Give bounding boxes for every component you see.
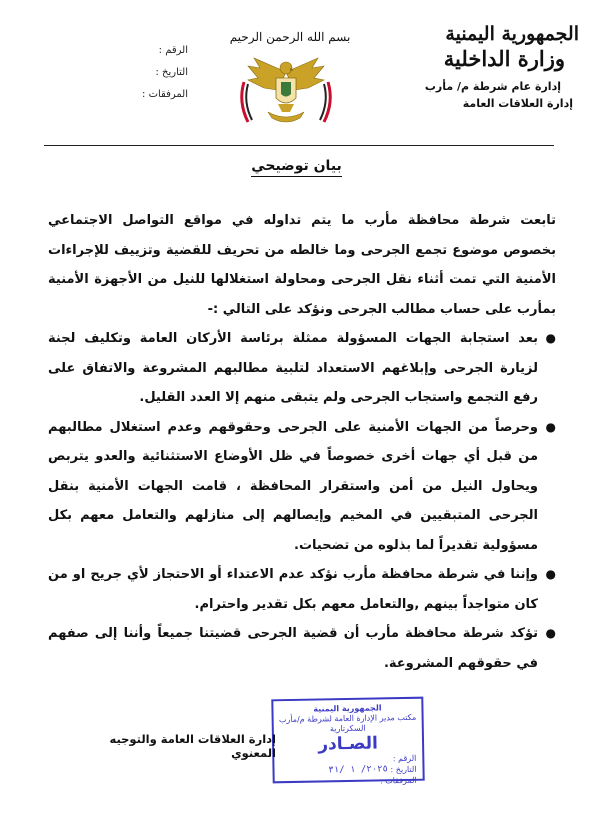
stamp-date-value: ٢٠٢٥/ ١ /٣١ — [328, 764, 389, 776]
list-item — [48, 619, 556, 678]
stamp-republic: الجمهورية اليمنية — [313, 703, 382, 714]
statement-list — [48, 324, 556, 678]
stamp-office: مكتب مدير الإدارة العامة لشرطة م/مأرب — [278, 712, 417, 725]
basmala: بسم الله الرحمن الرحيم — [229, 30, 351, 44]
list-item — [48, 324, 556, 413]
list-item-text: تؤكد شرطة محافظة مأرب أن قضية الجرحى قضيتنا جميعاً وأننا إلى صفهم في حقوقهم المشروعة. — [48, 626, 538, 671]
bullet-icon: ● — [545, 419, 556, 434]
date-label: التاريخ : — [155, 67, 188, 78]
list-item-text: وحرصاً من الجهات الأمنية على الجرحى وحقوقهم وعدم استغلال مطالبهم من قبل أي جهات أخرى خصوصاً في ظل الأوضاع الاستثنائية والعدو يتربص ويحاول النيل من أمن واستقرار المحافظة ، قامت الجهات الأمنية بنقل الجرحى المتبقيين في المخيم وإيصالهم إلى منازلهم والتعامل معهم بكل مسؤولية تقديراً لما بذلوه من تضحيات. — [48, 419, 538, 553]
list-item-text: وإننا في شرطة محافظة مأرب نؤكد عدم الاعتداء أو الاحتجاز لأي جريح او من كان متواجداً بينهم ,والتعامل معهم بكل تقدير واحترام. — [48, 567, 538, 612]
document-body — [48, 206, 556, 678]
stamp-attachments-row — [275, 775, 423, 789]
bullet-icon: ● — [545, 567, 556, 581]
ministry-name: وزارة الداخلية — [443, 46, 565, 71]
intro-paragraph: تابعت شرطة محافظة مأرب ما يتم تداوله في مواقع التواصل الاجتماعي بخصوص موضوع تجمع الجرحى وما خالطه من تحريف للقضية وتزييف للإجراءات الأمنية التي تمت أثناء نقل الجرحى ومحاولة استغلالها للنيل من الأجهزة الأمنية بمأرب على حساب مطالب الجرحى ونؤكد على التالي :- — [48, 213, 556, 317]
header-divider — [44, 145, 554, 146]
list-item — [48, 560, 556, 619]
stamp-secretariat: السكرتارية — [329, 723, 366, 734]
bullet-icon: ● — [545, 331, 556, 345]
department-name: إدارة عام شرطة م/ مأرب — [424, 80, 561, 93]
subdepartment-name: إدارة العلاقات العامة — [462, 97, 573, 110]
letterhead-right — [399, 22, 579, 112]
list-item — [48, 413, 556, 561]
bullet-icon: ● — [545, 626, 556, 640]
yemen-eagle-emblem-icon — [234, 52, 338, 132]
signature-block: إدارة العلاقات العامة والتوجيه المعنوي — [109, 732, 276, 760]
stamp-number-label: الرقم : — [392, 753, 417, 764]
republic-name: الجمهورية اليمنية — [445, 23, 579, 45]
list-item-text: بعد استجابة الجهات المسؤولة ممثلة برئاسة الأركان العامة وتكليف لجنة لزيارة الجرحى وإبلاغهم الاستعداد لتلبية مطالبهم المشروعة والاتفاق على رفع التجمع واستجاب الجرحى ولم يتبقى منهم إلا العدد القليل. — [48, 331, 538, 405]
document-title-text: بيان توضيحي — [251, 158, 342, 177]
stamp-outgoing: الصـادر — [318, 733, 379, 755]
document-title — [0, 158, 593, 174]
stamp-date-label: التاريخ : — [390, 764, 417, 775]
attachments-label: المرفقات : — [142, 89, 188, 100]
stamp-attachments-label: المرفقات : — [379, 775, 417, 786]
official-stamp — [271, 697, 424, 784]
reference-number-label: الرقم : — [158, 45, 188, 56]
reference-fields — [118, 40, 188, 106]
